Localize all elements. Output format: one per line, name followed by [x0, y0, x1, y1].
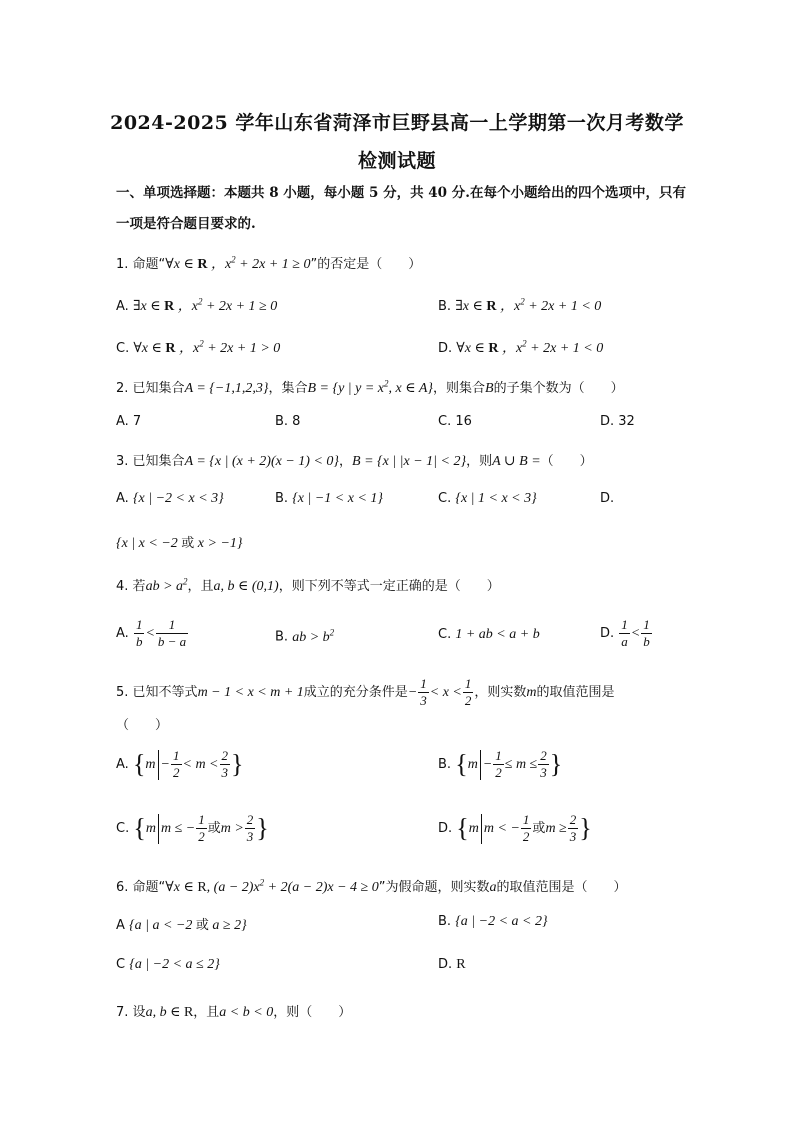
question-4: 4. 若ab > $a^2$，且a, b ∈ (0,1)，则下列不等式一定正确的是（ ） [116, 576, 500, 594]
question-2: 2. 已知集合A = {−1,1,2,3}，集合B = {y | $y = x^2$, x ∈ A}，则集合B的子集个数为（ ） [116, 378, 624, 396]
q3-option-d-label: D. [600, 491, 615, 506]
q3-option-a: A. {x | −2 < x < 3} [116, 491, 224, 506]
q6-option-a: A {a | a < −2 或 a ≥ 2} [116, 918, 247, 933]
q5-option-d: D. {m m < − $\frac{1}{2}$ 或m ≥ $\frac{2}{3}$ } [438, 812, 592, 844]
q3-option-d: {x | x < −2 或 x > −1} [116, 536, 243, 551]
question-5: 5. 已知不等式m − 1 < x < m + 1成立的充分条件是− $\frac{1}{3}$ < x < $\frac{1}{2}$ ，则实数m的取值范围是 [116, 676, 615, 708]
q1-option-a: A. ∃x ∈ R ，$x^2 + 2x + 1 \ge 0$ [116, 296, 278, 314]
q2-option-a: A. 7 [116, 414, 142, 429]
q5-option-b: B. {m − $\frac{1}{2}$ ≤ m ≤ $\frac{2}{3}$ } [438, 748, 563, 780]
q6-option-d: D. R [438, 957, 466, 972]
question-3: 3. 已知集合A = {x | (x + 2)(x − 1) < 0}，B = {x | |x − 1| < 2}，则A ∪ B =（ ） [116, 454, 593, 469]
section-heading: 一、单项选择题：本题共 8 小题，每小题 5 分，共 40 分.在每个小题给出的四个选项中，只有一项是符合题目要求的. [116, 185, 686, 232]
q3-option-b: B. {x | −1 < x < 1} [275, 491, 384, 506]
q5-option-c: C. {m m ≤ − $\frac{1}{2}$ 或m > $\frac{2}{3}$ } [116, 812, 269, 844]
q3-option-c: C. {x | 1 < x < 3} [438, 491, 537, 506]
q5-paren: （ ） [116, 718, 169, 733]
q2-option-b: B. 8 [275, 414, 301, 429]
q1-option-c: C. ∀x ∈ R ，$x^2 + 2x + 1 > 0$ [116, 338, 281, 356]
q4-option-a: A. $\frac{1}{b}$ < $\frac{1}{b - a}$ [116, 617, 187, 649]
question-7: 7. 设a, b ∈ R，且a < b < 0，则（ ） [116, 1005, 352, 1020]
q6-option-b: B. {a | −2 < a < 2} [438, 914, 548, 929]
q4-option-c: C. 1 + ab < a + b [438, 627, 540, 642]
page-title-line2: 检测试题 [357, 150, 436, 172]
q2-option-d: D. 32 [600, 414, 635, 429]
q4-option-b: B. ab > $b^2$ [275, 627, 335, 645]
question-6: 6. 命题“∀x ∈ R, $(a - 2)x^2 + 2(a - 2)x - 4 \ge 0$”为假命题，则实数a的取值范围是（ ） [116, 877, 627, 895]
page-title: 2024-2025 学年山东省菏泽市巨野县高一上学期第一次月考数学 [110, 112, 684, 134]
q2-option-c: C. 16 [438, 414, 472, 429]
q6-option-c: C {a | −2 < a ≤ 2} [116, 957, 220, 972]
q1-option-d: D. ∀x ∈ R ，$x^2 + 2x + 1 < 0$ [438, 338, 604, 356]
q1-option-b: B. ∃x ∈ R ，$x^2 + 2x + 1 < 0$ [438, 296, 602, 314]
q4-option-d: D. $\frac{1}{a}$ < $\frac{1}{b}$ [600, 617, 650, 649]
q5-option-a: A. {m − $\frac{1}{2}$ < m < $\frac{2}{3}$ } [116, 748, 244, 780]
question-1: 1. 命题“∀x ∈ R ，$x^2 + 2x + 1 \ge 0$”的否定是（ ） [116, 254, 422, 272]
